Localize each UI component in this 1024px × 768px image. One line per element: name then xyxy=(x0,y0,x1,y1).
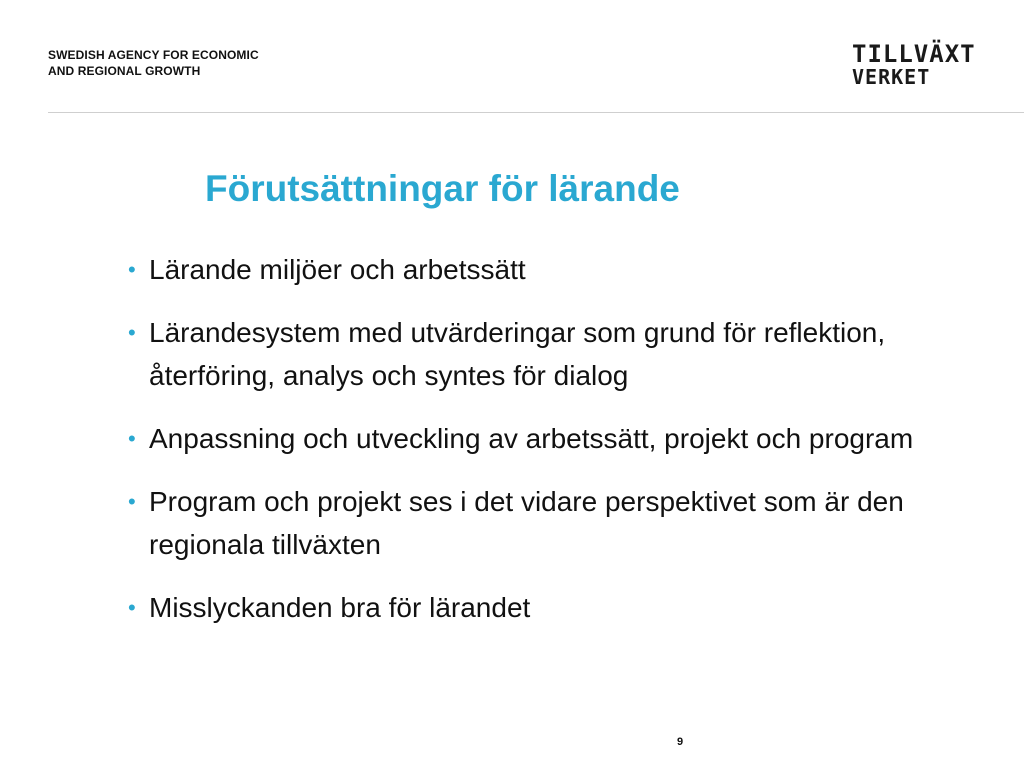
bullet-text: Program och projekt ses i det vidare perspektivet som är den regionala tillväxten xyxy=(149,486,904,560)
agency-name xyxy=(48,47,259,79)
page-number: 9 xyxy=(677,736,684,748)
tillvaxtverket-logo xyxy=(852,40,982,92)
slide-title: Förutsättningar för lärande xyxy=(205,168,680,209)
bullet-text: Lärandesystem med utvärderingar som grund för reflektion, återföring, analys och syntes för dialog xyxy=(149,317,886,391)
bullet-text: Misslyckanden bra för lärandet xyxy=(149,592,531,623)
bullet-icon: • xyxy=(128,595,136,620)
bullet-item xyxy=(126,248,986,291)
bullet-text: Lärande miljöer och arbetssätt xyxy=(149,254,526,285)
bullet-item xyxy=(126,586,986,629)
bullet-icon: • xyxy=(128,426,136,451)
bullet-item xyxy=(126,417,986,460)
header-divider xyxy=(48,112,1024,113)
bullet-text: Anpassning och utveckling av arbetssätt, projekt och program xyxy=(149,423,914,454)
logo-line-2: VERKET xyxy=(852,65,931,89)
agency-name-line-1: SWEDISH AGENCY FOR ECONOMIC xyxy=(48,48,259,62)
agency-name-line-2: AND REGIONAL GROWTH xyxy=(48,64,201,78)
bullet-list xyxy=(126,248,986,649)
bullet-icon: • xyxy=(128,257,136,282)
bullet-icon: • xyxy=(128,489,136,514)
bullet-item xyxy=(126,311,986,397)
logo-line-1: TILLVÄXT xyxy=(852,40,976,68)
bullet-item xyxy=(126,480,986,566)
bullet-icon: • xyxy=(128,320,136,345)
